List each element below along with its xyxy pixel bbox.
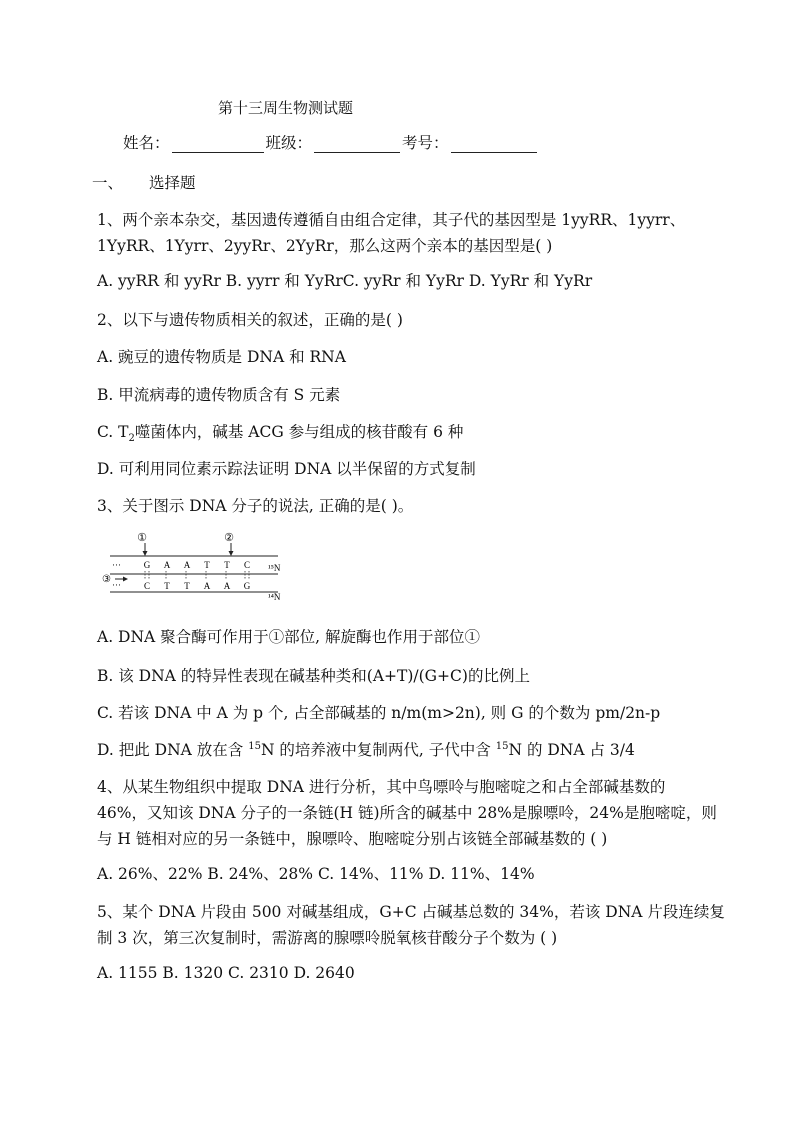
q3-option-d-post: N 的 DNA 占 3/4 bbox=[508, 741, 635, 759]
q4-stem-line2: 46%，又知该 DNA 分子的一条链(H 链)所含的碱基中 28%是腺嘌呤，24%是胞嘧啶，则 bbox=[97, 804, 717, 822]
marker-3-arrowhead bbox=[123, 577, 128, 582]
q2-option-c bbox=[97, 422, 464, 445]
q5-stem-line1: 5、某个 DNA 片段由 500 对碱基组成，G+C 占碱基总数的 34%，若该 DNA 片段连续复 bbox=[97, 903, 725, 921]
q3-option-d-sup2: 15 bbox=[495, 740, 509, 752]
q3-option-d-sup1: 15 bbox=[248, 740, 261, 752]
top-ellipsis: ··· bbox=[112, 560, 121, 570]
class-label: 班级： bbox=[265, 134, 313, 152]
marker-2-arrowhead bbox=[229, 551, 234, 556]
q2-option-b: B. 甲流病毒的遗传物质含有 S 元素 bbox=[97, 386, 341, 404]
bottom-strand-isotope-label: ¹⁴N bbox=[268, 592, 281, 602]
q4-stem-line3: 与 H 链相对应的另一条链中，腺嘌呤、胞嘧啶分别占该链全部碱基数的 ( ) bbox=[97, 830, 608, 848]
student-info-fields bbox=[123, 133, 539, 153]
q3-option-c: C. 若该 DNA 中 A 为 p 个, 占全部碱基的 n/m(m>2n), 则 G 的个数为 pm/2n-p bbox=[97, 704, 661, 722]
q2-option-d: D. 可利用同位素示踪法证明 DNA 以半保留的方式复制 bbox=[97, 460, 476, 478]
q2-option-c-prefix: C. T bbox=[97, 423, 129, 441]
page-title: 第十三周生物测试题 bbox=[218, 99, 354, 117]
section-heading bbox=[92, 173, 196, 193]
q4-stem-line1: 4、从某生物组织中提取 DNA 进行分析，其中鸟嘌呤与胞嘧啶之和占全部碱基数的 bbox=[97, 778, 666, 796]
q3-option-d bbox=[97, 740, 635, 760]
q2-option-a: A. 豌豆的遗传物质是 DNA 和 RNA bbox=[97, 348, 346, 366]
exam-no-field[interactable] bbox=[451, 136, 537, 153]
class-field[interactable] bbox=[314, 136, 400, 153]
q3-option-d-pre: D. 把此 DNA 放在含 bbox=[97, 741, 249, 759]
top-strand-isotope-label: ¹⁵N bbox=[268, 563, 281, 573]
top-base: T bbox=[204, 560, 210, 570]
q3-option-b: B. 该 DNA 的特异性表现在碱基种类和(A+T)/(G+C)的比例上 bbox=[97, 667, 530, 685]
q2-stem: 2、以下与遗传物质相关的叙述，正确的是( ) bbox=[97, 311, 403, 329]
top-base: A bbox=[163, 560, 171, 570]
name-field[interactable] bbox=[172, 136, 264, 153]
top-base: G bbox=[143, 560, 151, 570]
marker-1: ① bbox=[137, 532, 147, 544]
bottom-base: T bbox=[164, 581, 170, 591]
q2-option-c-rest: 噬菌体内，碱基 ACG 参与组成的核苷酸有 6 种 bbox=[134, 423, 464, 441]
bottom-base: G bbox=[243, 581, 251, 591]
bottom-base: C bbox=[143, 581, 151, 591]
top-base: C bbox=[243, 560, 251, 570]
q5-stem-line2: 制 3 次，第三次复制时，需游离的腺嘌呤脱氧核苷酸分子个数为 ( ) bbox=[97, 929, 558, 947]
q3-option-a: A. DNA 聚合酶可作用于①部位, 解旋酶也作用于部位① bbox=[97, 628, 481, 646]
name-label: 姓名： bbox=[123, 134, 170, 152]
bottom-ellipsis: ··· bbox=[112, 580, 121, 590]
bottom-base: A bbox=[203, 581, 211, 591]
section-label: 选择题 bbox=[149, 174, 196, 192]
q3-stem: 3、关于图示 DNA 分子的说法, 正确的是( )。 bbox=[97, 497, 414, 515]
q1-options: A. yyRR 和 yyRr B. yyrr 和 YyRrC. yyRr 和 YyRr D. YyRr 和 YyRr bbox=[97, 272, 593, 290]
q1-stem-line1: 1、两个亲本杂交，基因遗传遵循自由组合定律，其子代的基因型是 1yyRR、1yyrr、 bbox=[97, 211, 686, 229]
bottom-base: T bbox=[184, 581, 190, 591]
q1-stem-line2: 1YyRR、1Yyrr、2yyRr、2YyRr，那么这两个亲本的基因型是( ) bbox=[97, 237, 553, 255]
top-base: A bbox=[183, 560, 191, 570]
bottom-base: A bbox=[223, 581, 231, 591]
q5-options: A. 1155 B. 1320 C. 2310 D. 2640 bbox=[97, 964, 355, 982]
q2-option-c-subscript: 2 bbox=[128, 433, 135, 445]
marker-3: ③ bbox=[102, 574, 111, 585]
dna-strand-diagram bbox=[100, 528, 310, 608]
q4-options: A. 26%、22% B. 24%、28% C. 14%、11% D. 11%、14% bbox=[97, 865, 535, 883]
top-base: T bbox=[224, 560, 230, 570]
exam-no-label: 考号： bbox=[402, 134, 449, 152]
section-number: 一、 bbox=[92, 174, 124, 192]
marker-1-arrowhead bbox=[143, 551, 148, 556]
marker-2: ② bbox=[224, 532, 234, 544]
q3-option-d-mid: N 的培养液中复制两代, 子代中含 bbox=[260, 741, 496, 759]
